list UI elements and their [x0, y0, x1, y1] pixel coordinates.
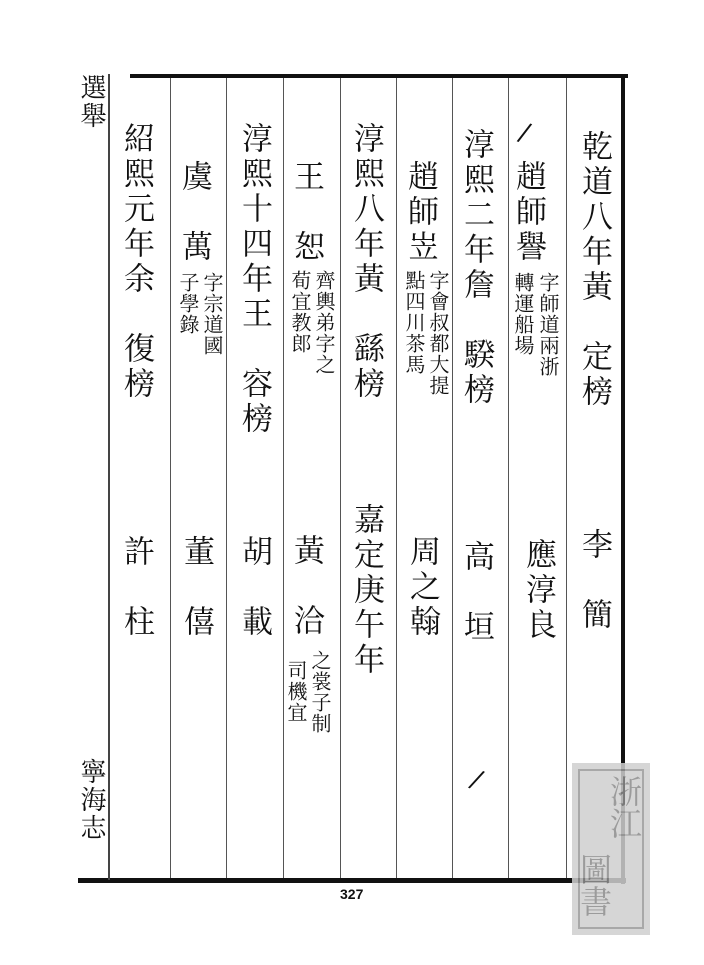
page-number: 327: [340, 886, 364, 902]
column-8-note-1: 字宗道國: [200, 272, 224, 356]
ink-mark: /: [466, 764, 487, 796]
column-8-note-2: 子學錄: [176, 272, 200, 335]
side-title: 選舉: [76, 74, 106, 130]
column-2-lower: 應淳良: [520, 538, 556, 643]
column-8-main: 虞 萬: [176, 160, 212, 265]
left-border: [108, 74, 110, 880]
column-divider: [396, 78, 397, 878]
column-divider: [508, 78, 509, 878]
column-9-main: 紹熙元年余 復榜: [118, 122, 154, 402]
column-2-note-2: 轉運船場: [511, 272, 535, 356]
top-border: [130, 74, 628, 78]
ink-mark: /: [515, 117, 534, 149]
column-6-note-2: 荀宜教郎: [288, 270, 312, 354]
column-divider: [283, 78, 284, 878]
column-1-main: 乾道八年黃 定榜: [576, 130, 612, 410]
column-divider: [340, 78, 341, 878]
column-7-lower: 胡 載: [236, 535, 272, 640]
column-divider: [226, 78, 227, 878]
column-9-lower: 許 柱: [118, 535, 154, 640]
column-6-lower: 黃 洽: [288, 534, 324, 639]
column-4-note-1: 字會叔都大提: [426, 270, 450, 396]
footer-title: 寧海志: [76, 758, 106, 842]
column-divider: [170, 78, 171, 878]
column-4-main: 趙師岦: [402, 160, 438, 265]
column-5-main: 淳熙八年黃 繇榜: [348, 122, 384, 402]
column-divider: [452, 78, 453, 878]
column-3-main: 淳熙二年詹 騤榜: [458, 128, 494, 408]
column-2-main: 趙師譽: [510, 160, 546, 265]
library-seal: 浙江 圖書: [572, 763, 650, 935]
column-5-lower: 嘉定庚午年: [348, 503, 384, 678]
column-4-lower: 周之翰: [404, 535, 440, 640]
column-2-note-1: 字師道兩浙: [536, 272, 560, 377]
column-6-lower-note-2: 司機宜: [284, 660, 308, 723]
column-3-lower: 高 垣: [458, 540, 494, 645]
column-1-lower: 李 簡: [576, 528, 612, 633]
column-6-main: 王 恕: [288, 160, 324, 265]
column-divider: [566, 78, 567, 878]
column-6-note-1: 齊輿弟字之: [312, 270, 336, 375]
bottom-border: [78, 878, 626, 883]
column-8-lower: 董 僖: [178, 535, 214, 640]
column-7-main: 淳熙十四年王 容榜: [236, 122, 272, 437]
column-6-lower-note-1: 之裳子制: [308, 650, 332, 734]
column-4-note-2: 點四川茶馬: [402, 270, 426, 375]
